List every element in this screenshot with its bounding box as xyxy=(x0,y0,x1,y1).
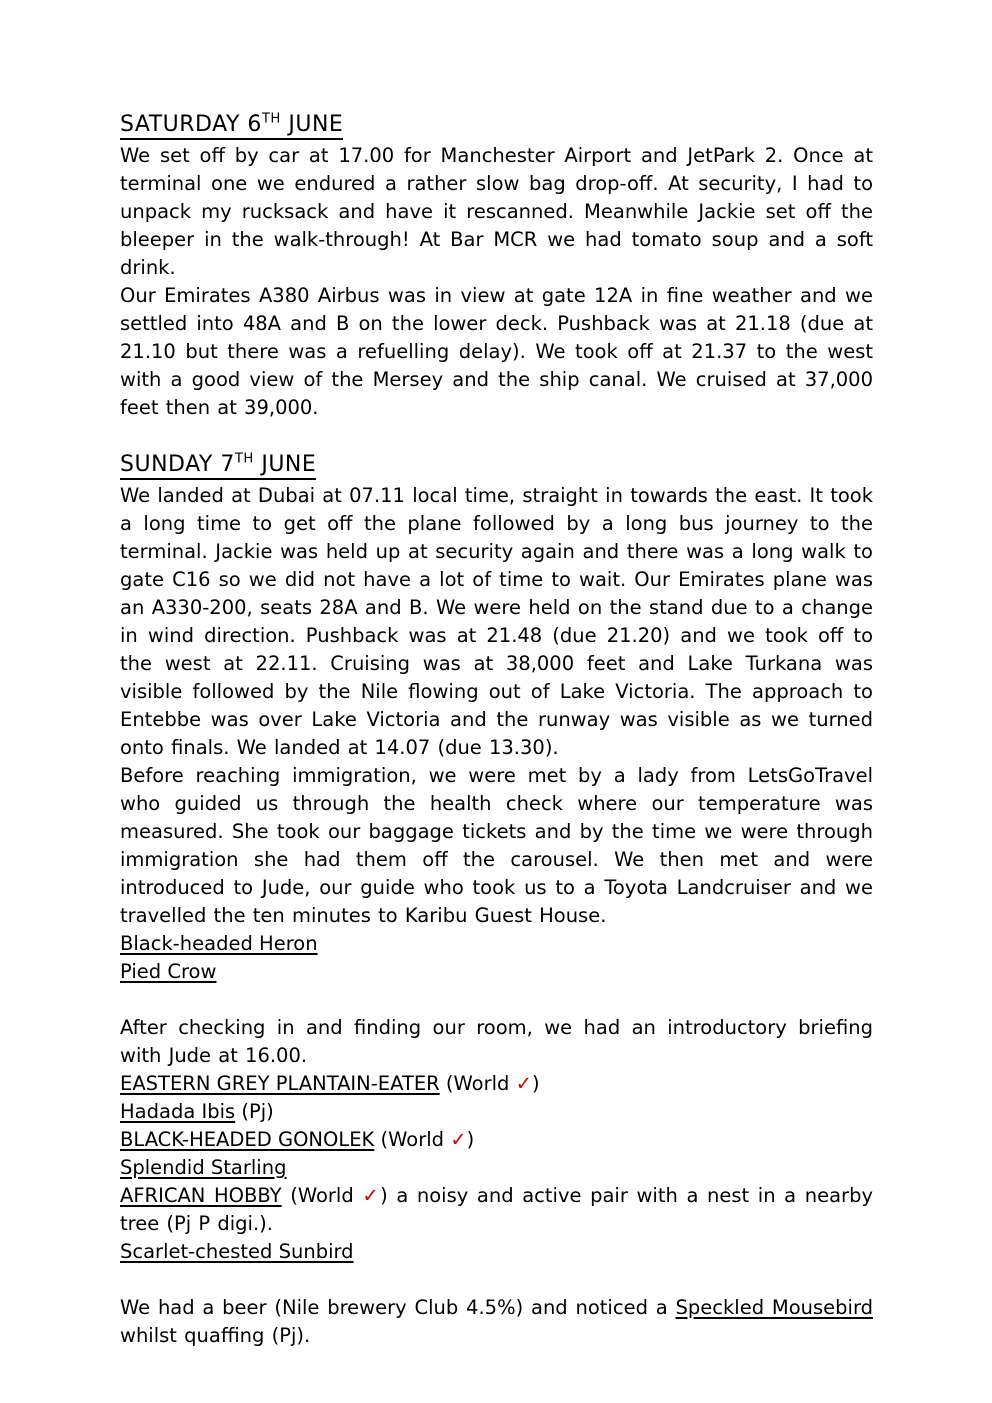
text-segment: After checking in and finding our room, we had an introductory briefing with Jude at 16.00. xyxy=(120,1016,873,1067)
underlined-text: AFRICAN HOBBY xyxy=(120,1184,282,1207)
para-travel-to-manchester xyxy=(120,142,873,282)
bird-eastern-grey-plantain-eater xyxy=(120,1070,873,1098)
heading-text xyxy=(120,112,343,140)
text-segment: SUNDAY 7 xyxy=(120,452,235,477)
underlined-text: Scarlet-chested Sunbird xyxy=(120,1240,354,1263)
blank-line-1 xyxy=(120,422,873,450)
red-checkmark-icon: ✓ xyxy=(515,1072,532,1095)
text-segment: We had a beer (Nile brewery Club 4.5%) and noticed a xyxy=(120,1296,676,1319)
bird-black-headed-gonolek xyxy=(120,1126,873,1154)
heading-sunday-7th-june xyxy=(120,450,873,480)
underlined-text: BLACK-HEADED GONOLEK xyxy=(120,1128,375,1151)
para-immigration-karibu xyxy=(120,762,873,930)
underlined-text: Hadada Ibis xyxy=(120,1100,236,1123)
text-segment: ) xyxy=(531,1072,540,1095)
text-segment: ) xyxy=(466,1128,475,1151)
para-checkin-briefing xyxy=(120,1014,873,1070)
blank-line-2 xyxy=(120,986,873,1014)
red-checkmark-icon: ✓ xyxy=(450,1128,467,1151)
underlined-text: Splendid Starling xyxy=(120,1156,287,1179)
heading-saturday-6th-june xyxy=(120,110,873,140)
bird-black-headed-heron xyxy=(120,930,873,958)
bird-african-hobby xyxy=(120,1182,873,1238)
blank-line-3 xyxy=(120,1266,873,1294)
bird-scarlet-chested-sunbird xyxy=(120,1238,873,1266)
text-segment: (Pj) xyxy=(235,1100,274,1123)
text-segment: We landed at Dubai at 07.11 local time, straight in towards the east. It took a long time to get off the plane followed by a long bus journey to the terminal. Jackie was held up at security again and there was a long walk to gate C16 so we did not have a lot of time to wait. Our Emirates plane was an A330-200, seats 28A and B. We were held on the stand due to a change in wind direction. Pushback was at 21.48 (due 21.20) and we took off to the west at 22.11. Cruising was at 38,000 feet and Lake Turkana was visible followed by the Nile flowing out of Lake Victoria. The approach to Entebbe was over Lake Victoria and the runway was visible as we turned onto finals. We landed at 14.07 (due 13.30). xyxy=(120,484,873,759)
text-segment: (World xyxy=(281,1184,363,1207)
text-segment: Before reaching immigration, we were met by a lady from LetsGoTravel who guided us through the health check where our temperature was measured. She took our baggage tickets and by the time we were through immigration she had them off the carousel. We then met and were introduced to Jude, our guide who took us to a Toyota Landcruiser and we travelled the ten minutes to Karibu Guest House. xyxy=(120,764,873,927)
underlined-text: EASTERN GREY PLANTAIN-EATER xyxy=(120,1072,440,1095)
para-emirates-a380 xyxy=(120,282,873,422)
text-segment: Our Emirates A380 Airbus was in view at gate 12A in fine weather and we settled into 48A and B on the lower deck. Pushback was at 21.18 (due at 21.10 but there was a refuelling delay). We took off at 21.37 to the west with a good view of the Mersey and the ship canal. We cruised at 37,000 feet then at 39,000. xyxy=(120,284,873,419)
text-segment: whilst quaffing (Pj). xyxy=(120,1324,311,1347)
bird-hadada-ibis xyxy=(120,1098,873,1126)
text-segment: ) a noisy and active pair with a nest in a nearby tree (Pj P digi.). xyxy=(120,1184,873,1235)
red-checkmark-icon: ✓ xyxy=(362,1184,381,1207)
text-segment: (World xyxy=(439,1072,516,1095)
text-segment: JUNE xyxy=(253,452,317,477)
text-segment: SATURDAY 6 xyxy=(120,112,262,137)
underlined-text: Pied Crow xyxy=(120,960,217,983)
text-segment: TH xyxy=(261,111,281,127)
text-segment: We set off by car at 17.00 for Manchester Airport and JetPark 2. Once at terminal one we endured a rather slow bag drop-off. At security, I had to unpack my rucksack and have it rescanned. Meanwhile Jackie set off the bleeper in the walk-through! At Bar MCR we had tomato soup and a soft drink. xyxy=(120,144,873,279)
underlined-text: Speckled Mousebird xyxy=(675,1296,873,1319)
bird-splendid-starling xyxy=(120,1154,873,1182)
underlined-text: Black-headed Heron xyxy=(120,932,318,955)
para-dubai-to-entebbe xyxy=(120,482,873,762)
text-segment: (World xyxy=(374,1128,451,1151)
text-segment: JUNE xyxy=(280,112,344,137)
heading-text xyxy=(120,452,316,480)
para-beer-speckled-mousebird xyxy=(120,1294,873,1350)
text-segment: TH xyxy=(234,451,254,467)
bird-pied-crow xyxy=(120,958,873,986)
